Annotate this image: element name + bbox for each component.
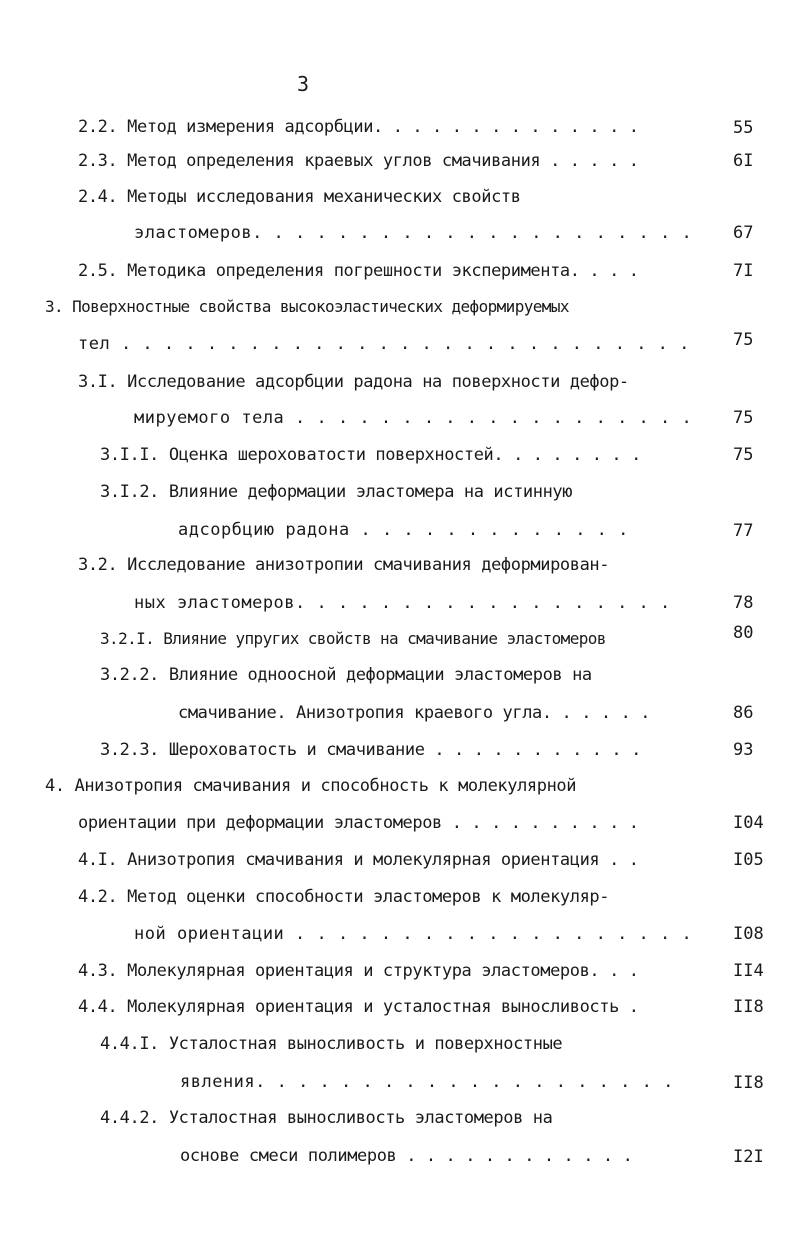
page-number: 3 xyxy=(297,72,310,96)
toc-line: 2.3. Метод определения краевых углов смачивания . . . . . xyxy=(78,151,639,171)
toc-line: ориентации при деформации эластомеров . . . . . . . . . . xyxy=(78,813,639,833)
toc-page-number: 75 xyxy=(733,445,754,465)
toc-line: ной ориентации . . . . . . . . . . . . . . . . . . . xyxy=(134,924,693,944)
toc-page-number: 75 xyxy=(733,408,754,428)
toc-page-number: 77 xyxy=(733,521,754,541)
toc-line: 2.2. Метод измерения адсорбции. . . . . . . . . . . . . . xyxy=(78,117,639,137)
toc-page-number: I04 xyxy=(733,813,764,833)
toc-line: мируемого тела . . . . . . . . . . . . . . . . . . . xyxy=(134,408,693,428)
toc-page-number: I05 xyxy=(733,850,764,870)
toc-line: 4.4. Молекулярная ориентация и усталостная выносливость . xyxy=(78,997,639,1017)
toc-line: явления. . . . . . . . . . . . . . . . . . . . xyxy=(180,1072,674,1092)
toc-line: 4.4.I. Усталостная выносливость и поверхностные xyxy=(100,1034,563,1054)
toc-page-number: 80 xyxy=(733,623,754,643)
toc-page-number: 6I xyxy=(733,151,754,171)
toc-line: эластомеров. . . . . . . . . . . . . . . . . . . . . xyxy=(134,223,693,243)
toc-page-number: 75 xyxy=(733,330,754,350)
toc-line: 3.2.2. Влияние одноосной деформации эластомеров на xyxy=(100,665,592,685)
toc-line: 3.I. Исследование адсорбции радона на поверхности дефор- xyxy=(78,372,629,392)
toc-line: смачивание. Анизотропия краевого угла. . . . . . xyxy=(178,703,651,723)
toc-page-number: I08 xyxy=(733,924,764,944)
toc-line: 3.I.I. Оценка шероховатости поверхностей. . . . . . . . xyxy=(100,445,641,465)
toc-line: ных эластомеров. . . . . . . . . . . . . . . . . . xyxy=(134,593,671,613)
toc-page-number: 93 xyxy=(733,740,754,760)
toc-line: 4. Анизотропия смачивания и способность к молекулярной xyxy=(45,776,577,796)
toc-line: тел . . . . . . . . . . . . . . . . . . . . . . . . . . . xyxy=(78,334,690,354)
toc-page-number: 7I xyxy=(733,261,754,281)
toc-line: 4.4.2. Усталостная выносливость эластомеров на xyxy=(100,1108,553,1128)
toc-page-number: 86 xyxy=(733,703,754,723)
toc-line: адсорбцию радона . . . . . . . . . . . . . xyxy=(178,520,629,540)
toc-line: 2.5. Методика определения погрешности эксперимента. . . . xyxy=(78,261,639,281)
toc-line: 3.I.2. Влияние деформации эластомера на истинную xyxy=(100,482,573,502)
toc-line: 4.3. Молекулярная ориентация и структура эластомеров. . . xyxy=(78,961,639,981)
toc-line: 4.I. Анизотропия смачивания и молекулярная ориентация . . xyxy=(78,850,639,870)
toc-line: 4.2. Метод оценки способности эластомеров к молекуляр- xyxy=(78,887,610,907)
toc-page-number: II4 xyxy=(733,961,764,981)
toc-page-number: I2I xyxy=(733,1147,764,1167)
toc-line: 3.2. Исследование анизотропии смачивания деформирован- xyxy=(78,555,610,575)
toc-line: 3. Поверхностные свойства высокоэластических деформируемых xyxy=(45,297,569,316)
toc-line: 3.2.3. Шероховатость и смачивание . . . . . . . . . . . xyxy=(100,740,641,760)
toc-page-number: 67 xyxy=(733,223,754,243)
toc-page-number: II8 xyxy=(733,997,764,1017)
toc-line: основе смеси полимеров . . . . . . . . . . . . xyxy=(180,1146,633,1166)
toc-line: 3.2.I. Влияние упругих свойств на смачивание эластомеров xyxy=(100,629,606,648)
toc-page-number: 78 xyxy=(733,593,754,613)
toc-page-number: II8 xyxy=(733,1073,764,1093)
toc-line: 2.4. Методы исследования механических свойств xyxy=(78,187,521,207)
toc-page-number: 55 xyxy=(733,118,754,138)
